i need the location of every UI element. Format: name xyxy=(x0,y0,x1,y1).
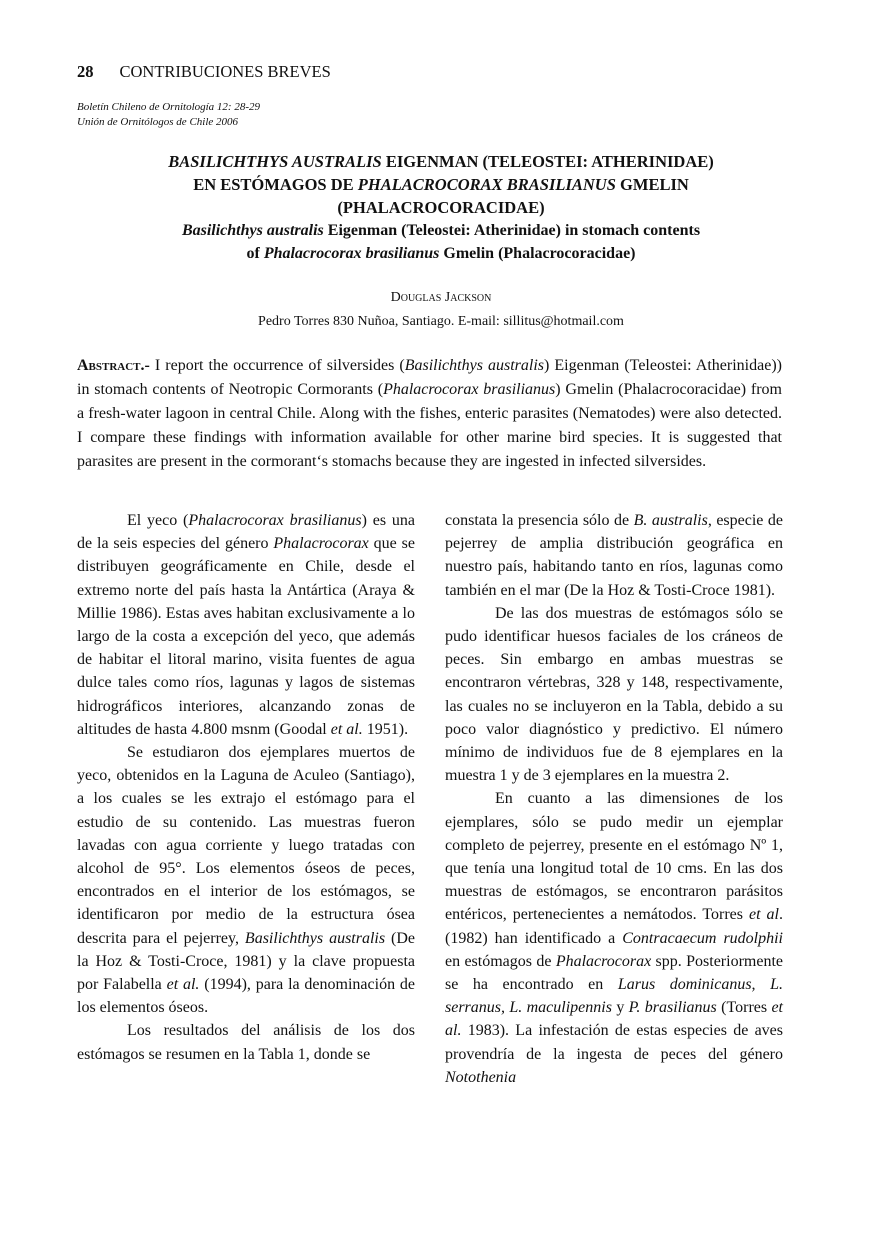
article-title-block xyxy=(60,150,822,265)
author-address: Pedro Torres 830 Nuñoa, Santiago. E-mail: sillitus@hotmail.com xyxy=(258,314,624,329)
title-en-line-2 xyxy=(60,242,822,265)
italic-text: B. australis xyxy=(633,512,708,529)
italic-text: Notothenia xyxy=(445,1068,517,1086)
title-es-line-2-text: GMELIN xyxy=(615,175,689,194)
title-spanish xyxy=(60,150,822,219)
text: (Torres xyxy=(716,999,772,1017)
running-title: CONTRIBUCIONES BREVES xyxy=(119,62,331,81)
author-block xyxy=(60,286,822,334)
paragraph xyxy=(77,1019,415,1065)
paragraph xyxy=(445,787,783,1089)
title-es-line-1-text: EIGENMAN (TELEOSTEI: ATHERINIDAE) xyxy=(381,152,714,171)
title-es-line-2 xyxy=(60,173,822,196)
text: En cuanto a las dimensiones de los ejemplares, sólo se pudo medir un ejemplar completo de pejerrey, presente en el estómago Nº 1, que tenía una longitud total de 10 cms. En las dos muestras de estómagos, se encontraron parásitos entéricos, pertenecientes a nemátodos. Torres xyxy=(445,790,783,924)
journal-citation: Boletín Chileno de Ornitología 12: 28-29 xyxy=(77,101,261,113)
text: en estómagos de xyxy=(445,952,556,970)
running-header xyxy=(77,62,331,82)
abstract xyxy=(77,354,782,474)
abstract-text: ) Eigenman (Teleostei: Atherinidae)) in stomach contents of Neotropic Cormorants ( xyxy=(77,357,782,398)
italic-text: et al. xyxy=(445,999,783,1040)
italic-text: et al. xyxy=(330,720,363,738)
text: y xyxy=(611,999,629,1017)
abstract-text: ) Gmelin (Phalacrocoracidae) from a fresh-water lagoon in central Chile. Along with the fishes, enteric parasites (Nematodes) were also detected. I compare these findings with information available for other marine bird species. It is suggested that parasites are present in the cormorant‘s stomachs because they are ingested in infected silversides. xyxy=(77,381,782,470)
italic-text: Larus dominicanus, L. serranus, L. maculipennis xyxy=(445,976,784,1017)
title-en-line-2-prefix: of xyxy=(246,245,264,262)
paragraph xyxy=(445,602,783,788)
abstract-host: Phalacrocorax brasilianus xyxy=(383,381,556,398)
paragraph xyxy=(77,741,415,1019)
italic-text: Phalacrocorax brasilianus xyxy=(188,512,362,529)
title-en-line-1 xyxy=(60,219,822,242)
title-en-line-1-text: Eigenman (Teleostei: Atherinidae) in stomach contents xyxy=(323,222,701,239)
text: constata la presencia sólo de xyxy=(445,512,634,529)
abstract-species: Basilichthys australis xyxy=(404,357,545,374)
title-es-species-name: BASILICHTHYS AUSTRALIS xyxy=(168,152,382,171)
title-es-line-1 xyxy=(60,150,822,173)
text: De las dos muestras de estómagos sólo se pudo identificar huesos faciales de los cráneos de peces. Sin embargo en ambas muestras se encontraron vértebras, 328 y 148, respectivamente, las cuales no se incluyeron en la Tabla, debido a su poco valor diagnóstico y predictivo. El número mínimo de individuos fue de 8 ejemplares en la muestra 1 y de 3 ejemplares en la muestra 2. xyxy=(445,604,783,785)
page-number: 28 xyxy=(77,62,94,81)
text: El yeco ( xyxy=(127,512,189,529)
body-column-left xyxy=(77,509,415,1066)
text: . (1982) han identificado a xyxy=(445,906,783,947)
title-en-species-name: Basilichthys australis xyxy=(181,222,324,239)
text: que se distribuyen geográficamente en Chile, desde el extremo norte del país hasta la Antártica (Araya & Millie 1986). Estas aves habitan exclusivamente a lo largo de la costa a excepción del yeco, que además de habitar el litoral marino, visita fuentes de agua dulce tales como ríos, lagunas y lagos de sistemas hidrográficos interiores, alcanzando zonas de altitudes de hasta 4.800 msnm (Goodal xyxy=(77,535,415,738)
italic-text: Phalacrocorax xyxy=(555,952,652,970)
journal-citation-block xyxy=(77,100,260,130)
italic-text: et al xyxy=(749,906,779,924)
title-english xyxy=(60,219,822,265)
title-en-host-name: Phalacrocorax brasilianus xyxy=(263,245,440,262)
text: (1994), para la denominación de los elementos óseos. xyxy=(77,976,415,1017)
journal-publisher: Unión de Ornitólogos de Chile 2006 xyxy=(77,116,239,128)
text: (De la Hoz & Tosti-Croce, 1981) y la clave propuesta por Falabella xyxy=(77,929,415,994)
text: Se estudiaron dos ejemplares muertos de yeco, obtenidos en la Laguna de Aculeo (Santiago), a los cuales se les extrajo el estómago para el estudio de su contenido. Las muestras fueron lavadas con agua corriente y luego tratadas con alcohol de 95°. Los elementos óseos de peces, encontrados en el interior de los estómagos, se identificaron por medio de la estructura ósea descrita para el pejerrey, xyxy=(77,744,415,947)
title-es-host-name: PHALACROCORAX BRASILIANUS xyxy=(357,175,616,194)
text: 1983). La infestación de estas especies de aves provendría de la ingesta de peces del género xyxy=(445,1022,783,1063)
text: , especie de pejerrey de amplia distribución geográfica en nuestro país, habitando tanto en ríos, lagunas como también en el mar (De la Hoz & Tosti-Croce 1981). xyxy=(445,512,783,599)
text: ) es una de la seis especies del género xyxy=(77,512,415,553)
title-es-line-2-prefix: EN ESTÓMAGOS DE xyxy=(193,175,358,194)
italic-text: P. brasilianus xyxy=(628,999,717,1017)
title-en-line-2-text: Gmelin (Phalacrocoracidae) xyxy=(439,245,636,262)
paragraph xyxy=(445,509,783,602)
abstract-label: Abstract.- xyxy=(77,357,150,374)
author-name: Douglas Jackson xyxy=(390,290,492,305)
text: 1951). xyxy=(362,720,409,738)
text: spp. Posteriormente se ha encontrado en xyxy=(445,952,784,994)
paragraph xyxy=(77,509,415,741)
abstract-text: I report the occurrence of silversides ( xyxy=(149,357,405,374)
text: Los resultados del análisis de los dos estómagos se resumen en la Tabla 1, donde se xyxy=(77,1022,415,1063)
italic-text: Phalacrocorax xyxy=(273,535,369,553)
body-column-right xyxy=(445,509,783,1089)
italic-text: Basilichthys australis xyxy=(244,929,386,947)
italic-text: Contracaecum rudolphii xyxy=(622,929,784,947)
italic-text: et al. xyxy=(166,976,200,994)
title-es-line-3: (PHALACROCORACIDAE) xyxy=(337,198,545,217)
